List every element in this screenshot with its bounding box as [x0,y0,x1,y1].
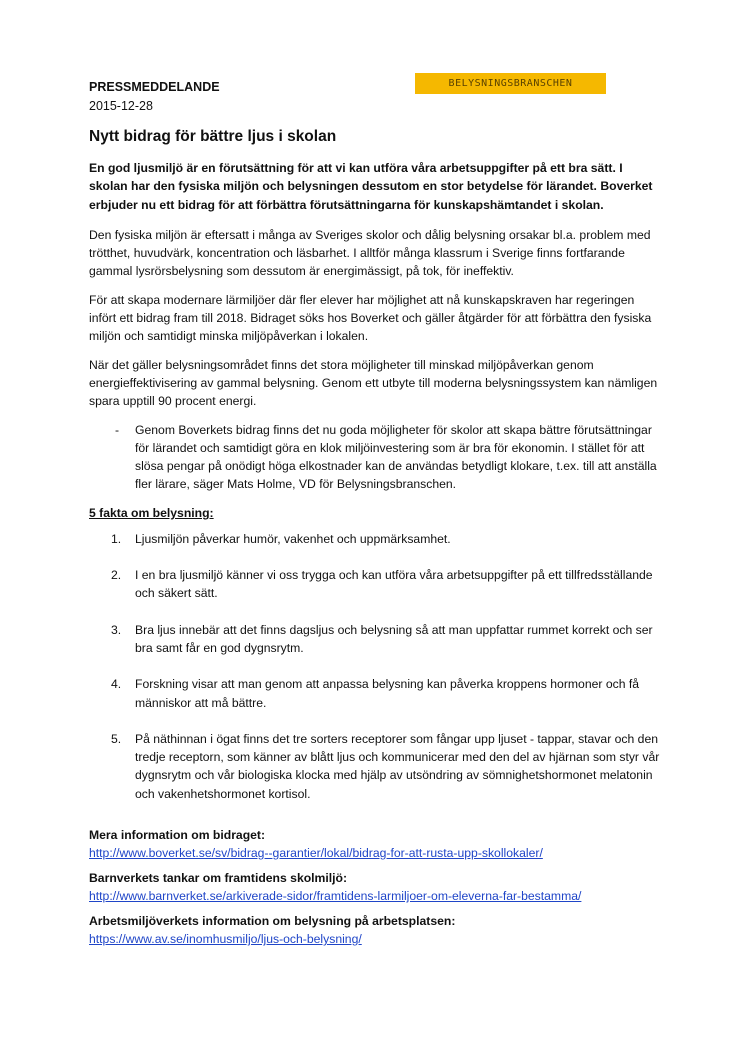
list-item-text: På näthinnan i ögat finns det tre sorters receptorer som fångar upp ljuset - tappar, stavar och den tredje receptorn, som känner av blått ljus och kommunicerar med den del av hjärnan som styr vår dygnsrytm och vår biologiska klocka med hjälp av utsöndring av sömnighetshormonet melatonin och vakenhetshormonet kortisol. [135,731,660,801]
article-title: Nytt bidrag för bättre ljus i skolan [89,128,337,145]
facts-list [89,530,661,803]
quote-text: Genom Boverkets bidrag finns det nu goda möjligheter för skolor att skapa bättre förutsättningar för lärandet och samtidigt göra en klok miljöinvestering som är bra för ekonomin. I stället för att slösa pengar på onödigt höga elkostnader kan de användas betydligt klokare, t.ex. till att anställa fler lärare, säger Mats Holme, VD för Belysningsbranschen. [135,422,657,492]
list-item-text: Ljusmiljön påverkar humör, vakenhet och uppmärksamhet. [135,531,451,546]
list-item-number: 3. [111,622,122,637]
release-date: 2015-12-28 [89,99,153,113]
info-label: Arbetsmiljöverkets information om belysning på arbetsplatsen: [89,914,456,929]
belysningsbranschen-logo: BELYSNINGSBRANSCHEN [415,73,606,94]
list-item [89,566,661,603]
list-item [89,621,661,658]
boverket-link[interactable]: http://www.boverket.se/sv/bidrag--garantier/lokal/bidrag-for-att-rusta-upp-skollokaler/ [89,846,543,861]
article-paragraph-2: För att skapa modernare lärmiljöer där fler elever har möjlighet att nå kunskapskraven har regeringen infört ett bidrag fram till 2018. Bidraget söks hos Boverket och gäller åtgärder för att förbättra den fysiska miljön och samtidigt minska miljöpåverkan i lokalen. [89,292,652,344]
info-label: Mera information om bidraget: [89,828,266,843]
ceo-quote [89,421,661,494]
article-lead: En god ljusmiljö är en förutsättning för att vi kan utföra våra arbetsuppgifter på ett bra sätt. I skolan har den fysiska miljön och belysningen dessutom en stor betydelse för lärandet. Boverket erbjuder nu ett bidrag för att förbättra förutsättningarna för kunskapshämtandet i skolan. [89,161,653,212]
document-body [89,78,661,956]
barnverket-link[interactable]: http://www.barnverket.se/arkiverade-sidor/framtidens-larmiljoer-om-eleverna-far-bestamma/ [89,889,582,904]
article-paragraph-3: När det gäller belysningsområdet finns det stora möjligheter till minskad miljöpåverkan genom energieffektivisering av gammal belysning. Genom ett utbyte till moderna belysningssystem kan nämligen spara upptill 90 procent energi. [89,357,658,409]
info-block-boverket [89,827,661,862]
list-item-text: I en bra ljusmiljö känner vi oss trygga och kan utföra våra arbetsuppgifter på ett tillfredsställande och säkert sätt. [135,568,653,601]
info-label: Barnverkets tankar om framtidens skolmiljö: [89,871,348,886]
info-block-arbetsmiljoverket [89,913,661,948]
info-block-barnverket [89,870,661,905]
quote-dash: - [115,422,120,437]
list-item-text: Forskning visar att man genom att anpassa belysning kan påverka kroppens hormoner och få människor att må bättre. [135,677,640,710]
list-item [89,730,661,803]
facts-heading: 5 fakta om belysning: [89,505,214,520]
arbetsmiljoverket-link[interactable]: https://www.av.se/inomhusmiljo/ljus-och-belysning/ [89,932,362,947]
list-item-number: 2. [111,568,122,583]
list-item-number: 4. [111,677,122,692]
press-release-kicker: PRESSMEDDELANDE [89,80,220,94]
list-item [89,675,661,712]
article-paragraph-1: Den fysiska miljön är eftersatt i många av Sveriges skolor och dålig belysning orsakar bl.a. problem med trötthet, huvudvärk, koncentration och läsbarhet. I alltför många klassrum i Sverige finns fortfarande gammal lysrörsbelysning som dessutom är energimässigt, på tok, för ineffektiv. [89,227,651,279]
list-item-number: 5. [111,731,122,746]
list-item [89,530,661,548]
list-item-text: Bra ljus innebär att det finns dagsljus och belysning så att man uppfattar rummet korrekt och ser bra samt får en god dygnsrytm. [135,622,653,655]
list-item-number: 1. [111,531,122,546]
